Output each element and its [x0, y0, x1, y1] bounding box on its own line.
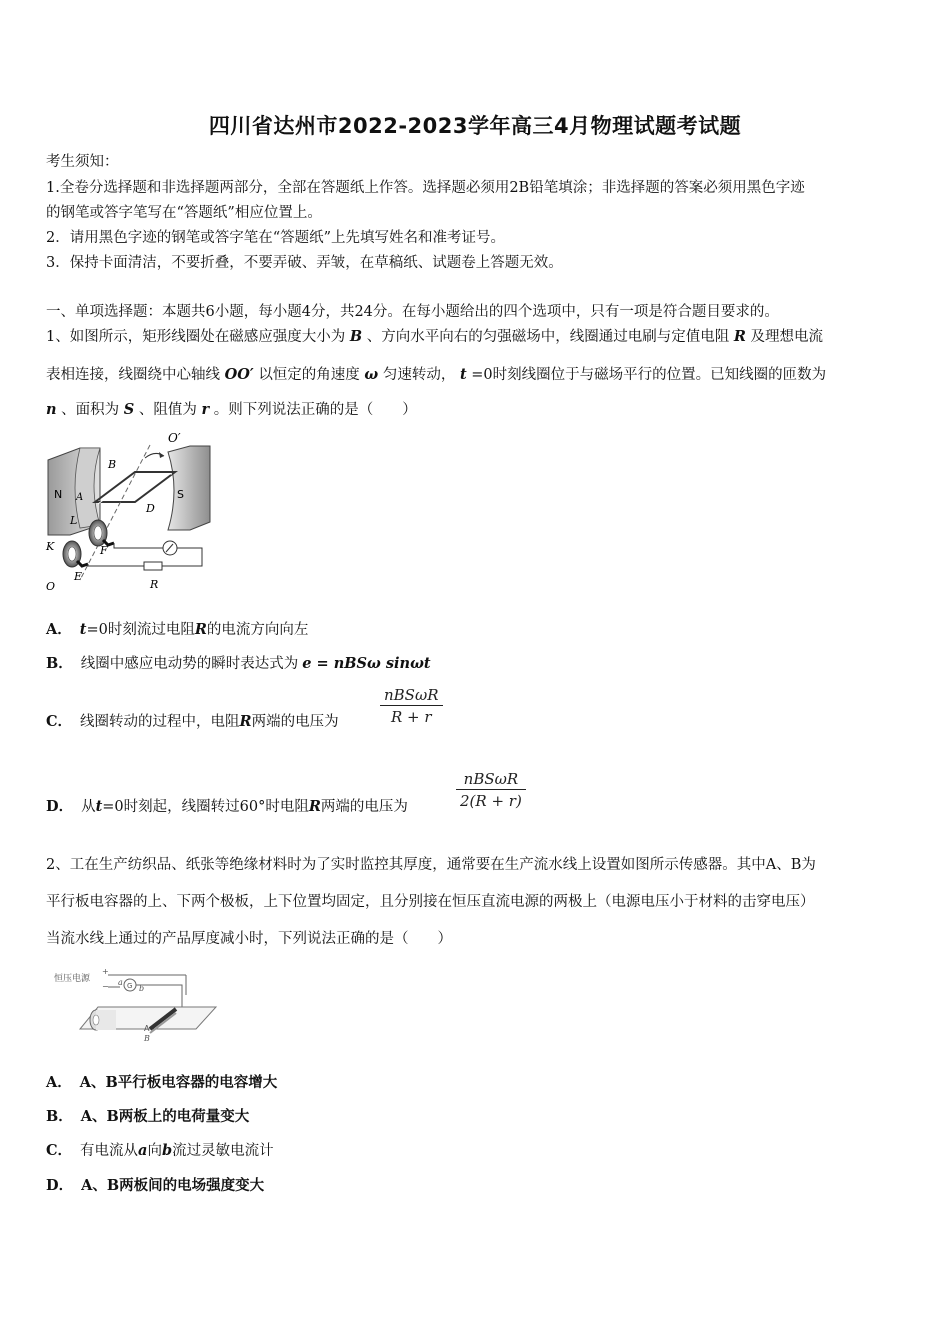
- fig1-label-F: F: [100, 544, 108, 557]
- fig1-label-O: O: [46, 580, 56, 593]
- q1-option-d[interactable]: D． 从t=0时刻起，线圈转过60°时电阻R两端的电压为: [46, 798, 408, 815]
- q2-option-d[interactable]: D． A、B两板间的电场强度变大: [46, 1177, 265, 1194]
- q1-option-a[interactable]: A． t=0时刻流过电阻R的电流方向向左: [46, 621, 309, 638]
- q2-stem-line-1: 2、工在生产纺织品、纸张等绝缘材料时为了实时监控其厚度，通常要在生产流水线上设置如图所示传感器。其中A、B为: [46, 857, 816, 873]
- q1-generator-figure: [40, 430, 220, 595]
- q2-sensor-figure: [46, 965, 221, 1045]
- fig2-label-plus: +: [102, 967, 109, 976]
- fig1-label-L: L: [70, 514, 78, 527]
- fig1-label-R: R: [150, 578, 159, 591]
- q1-option-d-fraction: nBSωR 2(R + r): [456, 770, 526, 810]
- notice-item-3: 3．保持卡面清洁，不要折叠，不要弄破、弄皱，在草稿纸、试题卷上答题无效。: [46, 255, 563, 271]
- q2-option-b[interactable]: B． A、B两板上的电荷量变大: [46, 1108, 250, 1125]
- fig1-label-N: N: [54, 488, 63, 501]
- q1-stem-line-1: 1、如图所示，矩形线圈处在磁感应强度大小为 B 、方向水平向右的匀强磁场中，线圈通过电刷与定值电阻 R 及理想电流: [46, 328, 823, 345]
- q1-option-c-fraction: nBSωR R + r: [380, 686, 443, 726]
- q2-option-a[interactable]: A． A、B平行板电容器的电容增大: [46, 1074, 278, 1091]
- q1-option-c[interactable]: C． 线圈转动的过程中，电阻R两端的电压为: [46, 713, 339, 730]
- q2-option-c[interactable]: C． 有电流从a向b流过灵敏电流计: [46, 1142, 274, 1159]
- fig2-label-b: b: [139, 984, 145, 993]
- fig1-label-A: A: [76, 492, 84, 503]
- fig2-label-B: B: [144, 1034, 150, 1043]
- fig1-label-B: B: [108, 458, 117, 471]
- notice-item-1-cont: 的钢笔或答字笔写在“答题纸”相应位置上。: [46, 205, 322, 221]
- fig1-label-D: D: [146, 502, 155, 515]
- fig1-label-O-prime: O′: [168, 431, 181, 445]
- fig1-label-K: K: [46, 540, 55, 553]
- q1-stem-line-2: 表相连接，线圈绕中心轴线 OO′ 以恒定的角速度 ω 匀速转动， t =0时刻线圈位于与磁场平行的位置。已知线圈的匝数为: [46, 366, 827, 383]
- fig2-label-G: G: [127, 982, 133, 990]
- fig2-label-a: a: [118, 978, 123, 987]
- q2-stem-line-2: 平行板电容器的上、下两个极板，上下位置均固定，且分别接在恒压直流电源的两极上（电源电压小于材料的击穿电压）: [46, 894, 815, 910]
- q2-stem-line-3: 当流水线上通过的产品厚度减小时，下列说法正确的是（ ）: [46, 931, 452, 947]
- page-title: 四川省达州市2022-2023学年高三4月物理试题考试题: [208, 114, 742, 138]
- fig2-label-A: A: [144, 1024, 150, 1033]
- notice-heading: 考生须知：: [46, 154, 119, 170]
- notice-item-2: 2．请用黑色字迹的钢笔或答字笔在“答题纸”上先填写姓名和准考证号。: [46, 230, 506, 246]
- fig1-label-S: S: [177, 488, 184, 501]
- q1-stem-line-3: n 、面积为 S 、阻值为 r 。则下列说法正确的是（ ）: [46, 401, 417, 418]
- notice-item-1: 1.全卷分选择题和非选择题两部分，全部在答题纸上作答。选择题必须用2B铅笔填涂；非选择题的答案必须用黑色字迹: [46, 180, 805, 196]
- fig2-label-power: 恒压电源: [54, 974, 91, 984]
- q1-option-b[interactable]: B． 线圈中感应电动势的瞬时表达式为 e = nBSω sinωt: [46, 655, 431, 672]
- fig2-label-minus: −: [102, 982, 109, 991]
- fig1-label-E: E: [74, 570, 83, 583]
- section-heading: 一、单项选择题：本题共6小题，每小题4分，共24分。在每小题给出的四个选项中，只有一项是符合题目要求的。: [46, 304, 779, 320]
